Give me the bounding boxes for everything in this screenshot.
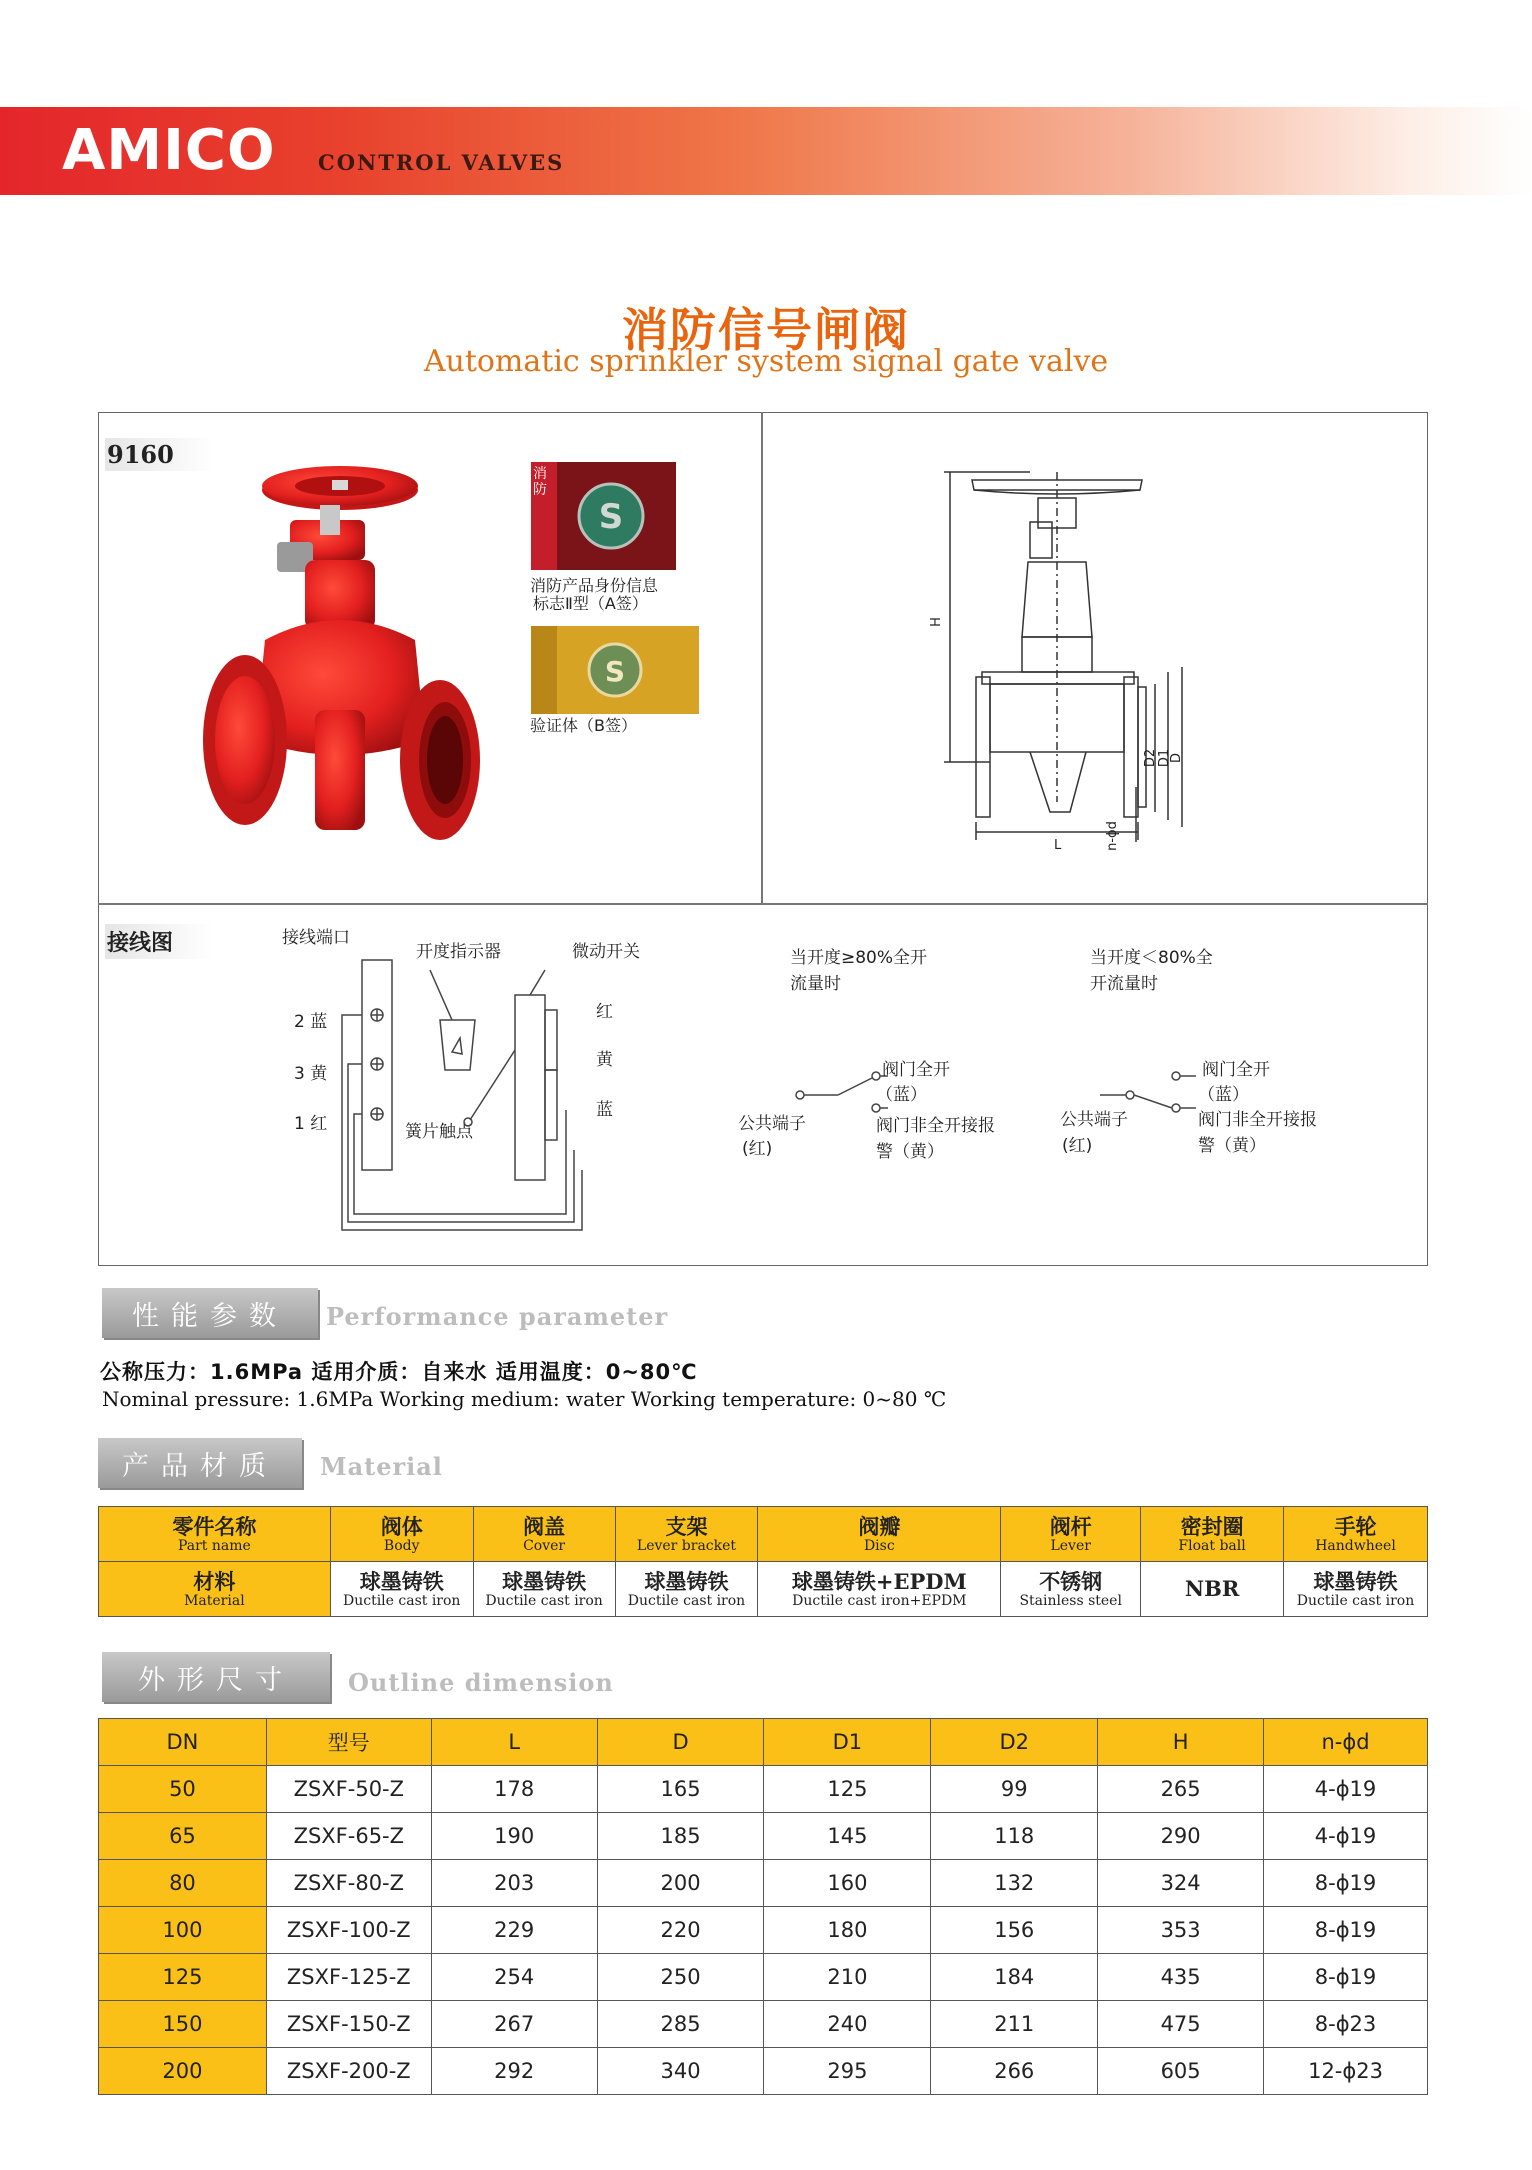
terminal-label: 接线端口 [282,928,350,948]
wiring-diagram [320,940,620,1240]
dim-label-d: D [1169,752,1185,764]
material-cell: 球墨铸铁+EPDM Ductile cast iron+EPDM [758,1562,1001,1617]
table-cell: 200 [99,2048,267,2095]
dim-label-h: H [928,617,944,627]
pin-label-2: 2 蓝 [294,1012,328,1032]
reed-contact-label: 簧片触点 [405,1122,473,1142]
table-cell: 100 [99,1907,267,1954]
microswitch-label: 微动开关 [572,942,640,962]
state1-alarm-1: 阀门非全开接报 [876,1116,995,1136]
table-cell: 324 [1098,1860,1264,1907]
table-cell: 12-ϕ23 [1264,2048,1428,2095]
state1-switch [790,1060,890,1120]
column-header: DN [99,1719,267,1766]
state1-common-2: (红) [742,1139,773,1159]
state2-open-1: 阀门全开 [1202,1060,1270,1080]
material-cell: 球墨铸铁 Ductile cast iron [330,1562,473,1617]
dim-label-d1: D1 [1157,748,1173,768]
performance-line-en: Nominal pressure: 1.6MPa Working medium: water Working temperature: 0~80 ℃ [102,1387,947,1411]
state1-header-1: 当开度≥80%全开 [790,948,928,968]
table-cell: 118 [931,1813,1098,1860]
table-cell: 220 [597,1907,764,1954]
table-cell: 211 [931,2001,1098,2048]
wire-color-red: 红 [596,1002,613,1022]
state2-alarm-1: 阀门非全开接报 [1198,1110,1317,1130]
valve-dimension-drawing [930,462,1200,862]
column-header: L [431,1719,597,1766]
table-cell: 254 [431,1954,597,2001]
table-cell: 65 [99,1813,267,1860]
column-header: 型号 [266,1719,431,1766]
state1-open-1: 阀门全开 [882,1060,950,1080]
material-cell: 不锈钢 Stainless steel [1001,1562,1141,1617]
table-cell: 210 [764,1954,931,2001]
material-section-head-en: Material [320,1452,443,1481]
table-cell: 145 [764,1813,931,1860]
table-cell: 160 [764,1860,931,1907]
state2-header-1: 当开度＜80%全 [1090,948,1213,968]
outline-section-head-en: Outline dimension [348,1668,614,1697]
table-cell: 435 [1098,1954,1264,2001]
table-cell: ZSXF-125-Z [266,1954,431,2001]
brand-subtitle: CONTROL VALVES [318,150,565,175]
table-row [99,1813,1428,1860]
material-cell: 球墨铸铁 Ductile cast iron [615,1562,758,1617]
state1-header-2: 流量时 [790,974,841,994]
table-cell: 229 [431,1907,597,1954]
table-cell: 8-ϕ19 [1264,1907,1428,1954]
material-row-part [99,1507,1428,1562]
table-cell: 190 [431,1813,597,1860]
table-cell: 8-ϕ23 [1264,2001,1428,2048]
material-cell: NBR [1141,1562,1284,1617]
table-cell: 250 [597,1954,764,2001]
indicator-label: 开度指示器 [416,942,501,962]
material-cell: 球墨铸铁 Ductile cast iron [473,1562,615,1617]
dim-label-d2: D2 [1143,748,1159,768]
frame-divider-vertical [761,412,763,904]
table-cell: 50 [99,1766,267,1813]
state2-common-2: (红) [1062,1136,1093,1156]
badge-b-image [531,626,699,714]
page-title-cn: 消防信号闸阀 [622,303,910,357]
wiring-diagram-title: 接线图 [105,924,213,959]
material-cell: 材料 Material [99,1562,331,1617]
table-cell: 99 [931,1766,1098,1813]
pin-label-1: 1 红 [294,1114,328,1134]
table-cell: 285 [597,2001,764,2048]
outline-section-head: 外形尺寸 [102,1652,330,1702]
table-cell: 4-ϕ19 [1264,1813,1428,1860]
dim-label-n-phi-d: n-ϕd [1104,821,1120,851]
table-cell: ZSXF-50-Z [266,1766,431,1813]
table-cell: 178 [431,1766,597,1813]
valve-photo [195,460,485,880]
material-row-mat [99,1562,1428,1617]
column-header: n-ϕd [1264,1719,1428,1766]
table-cell: 605 [1098,2048,1264,2095]
table-cell: 185 [597,1813,764,1860]
svg-text:S: S [598,497,624,537]
performance-section-head-en: Performance parameter [326,1302,669,1331]
state2-common-1: 公共端子 [1060,1110,1128,1130]
table-cell: 340 [597,2048,764,2095]
state2-header-2: 开流量时 [1090,974,1158,994]
material-cell: 手轮 Handwheel [1284,1507,1428,1562]
table-cell: 200 [597,1860,764,1907]
column-header: D2 [931,1719,1098,1766]
material-cell: 阀杆 Lever [1001,1507,1141,1562]
table-cell: 475 [1098,2001,1264,2048]
badge-a-caption-2: 标志Ⅱ型（A签） [533,594,648,613]
table-row [99,2001,1428,2048]
table-cell: ZSXF-200-Z [266,2048,431,2095]
state2-alarm-2: 警（黄） [1198,1136,1266,1156]
state1-alarm-2: 警（黄） [876,1142,944,1162]
table-cell: 267 [431,2001,597,2048]
column-header: D [597,1719,764,1766]
table-cell: 240 [764,2001,931,2048]
column-header: H [1098,1719,1264,1766]
column-header: D1 [764,1719,931,1766]
table-cell: ZSXF-150-Z [266,2001,431,2048]
pin-label-3: 3 黄 [294,1064,328,1084]
table-cell: 4-ϕ19 [1264,1766,1428,1813]
table-cell: 125 [99,1954,267,2001]
table-cell: 292 [431,2048,597,2095]
state2-open-2: （蓝） [1198,1085,1249,1105]
table-cell: ZSXF-80-Z [266,1860,431,1907]
table-row [99,1954,1428,2001]
material-table [98,1506,1428,1617]
page-title-en: Automatic sprinkler system signal gate valve [423,344,1109,379]
table-cell: 150 [99,2001,267,2048]
table-cell: 8-ϕ19 [1264,1954,1428,2001]
table-cell: 184 [931,1954,1098,2001]
table-cell: 156 [931,1907,1098,1954]
outline-header-row [99,1719,1428,1766]
table-cell: ZSXF-65-Z [266,1813,431,1860]
badge-a-caption-1: 消防产品身份信息 [530,576,659,595]
material-cell: 阀体 Body [330,1507,473,1562]
material-cell: 阀瓣 Disc [758,1507,1001,1562]
material-cell: 密封圈 Float ball [1141,1507,1284,1562]
model-number: 9160 [105,438,214,471]
badge-b-caption: 验证体（B签） [530,716,637,735]
badge-a-side-text: 消防 [533,466,547,498]
table-row [99,2048,1428,2095]
table-cell: 203 [431,1860,597,1907]
svg-text:S: S [604,655,626,688]
table-cell: 290 [1098,1813,1264,1860]
table-row [99,1907,1428,1954]
material-section-head: 产品材质 [98,1438,302,1488]
performance-section-head: 性能参数 [102,1288,318,1338]
wire-color-yellow: 黄 [596,1050,613,1070]
dim-label-l: L [1054,838,1062,853]
table-cell: 353 [1098,1907,1264,1954]
performance-line-cn: 公称压力：1.6MPa 适用介质：自来水 适用温度：0~80℃ [100,1360,698,1384]
table-cell: ZSXF-100-Z [266,1907,431,1954]
table-cell: 295 [764,2048,931,2095]
state1-common-1: 公共端子 [738,1114,806,1134]
table-row [99,1860,1428,1907]
material-cell: 球墨铸铁 Ductile cast iron [1284,1562,1428,1617]
table-cell: 265 [1098,1766,1264,1813]
table-cell: 165 [597,1766,764,1813]
table-cell: 125 [764,1766,931,1813]
material-cell: 支架 Lever bracket [615,1507,758,1562]
table-row [99,1766,1428,1813]
wire-color-blue: 蓝 [596,1100,613,1120]
brand-logo: AMICO [62,118,276,183]
table-cell: 8-ϕ19 [1264,1860,1428,1907]
outline-table [98,1718,1428,2095]
table-cell: 80 [99,1860,267,1907]
table-cell: 180 [764,1907,931,1954]
material-cell: 阀盖 Cover [473,1507,615,1562]
state1-open-2: （蓝） [876,1085,927,1105]
material-cell: 零件名称 Part name [99,1507,331,1562]
table-cell: 132 [931,1860,1098,1907]
frame-divider-horizontal [98,903,1428,905]
table-cell: 266 [931,2048,1098,2095]
